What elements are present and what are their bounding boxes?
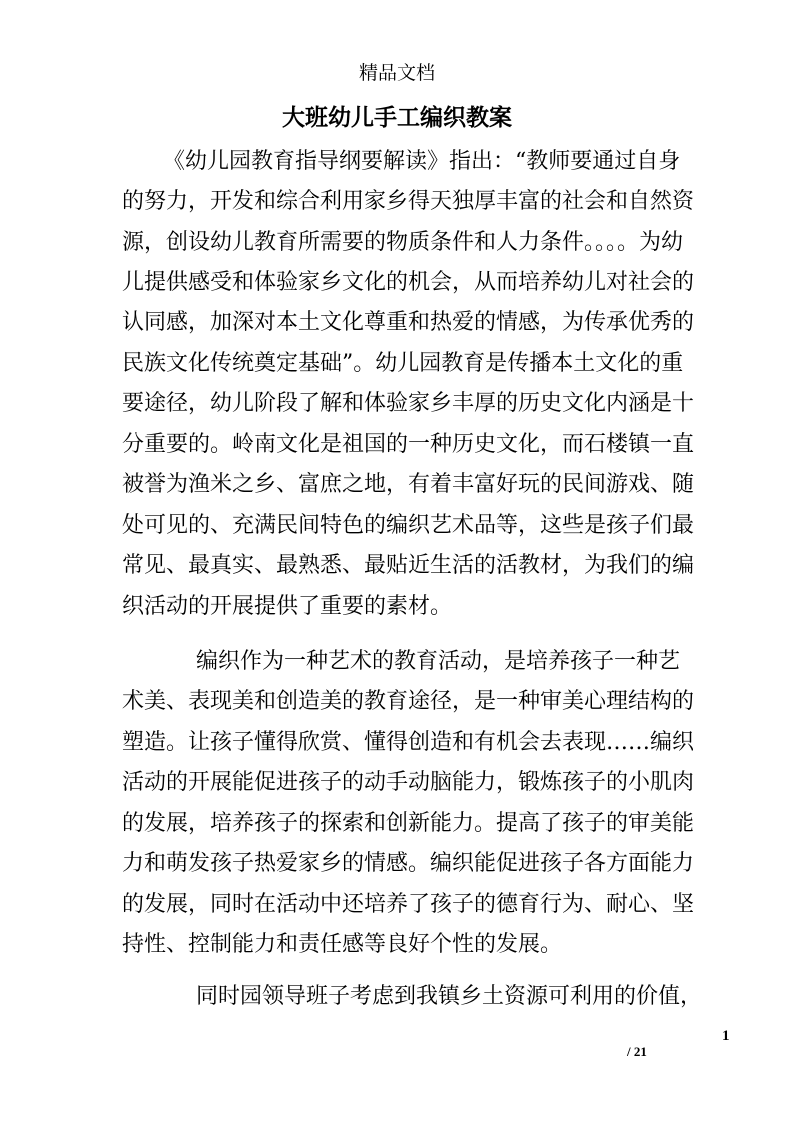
page-total: / 21: [627, 1044, 647, 1059]
document-title: 大班幼儿手工编织教案: [282, 104, 512, 131]
page-number: 1: [722, 1028, 730, 1044]
paragraph-1-line-12: 织活动的开展提供了重要的素材。: [122, 594, 453, 619]
paragraph-1-line-6: 民族文化传统奠定基础”。幼儿园教育是传播本土文化的重: [122, 351, 684, 376]
paragraph-2-line-5: 的发展，培养孩子的探索和创新能力。提高了孩子的审美能: [122, 811, 695, 836]
paragraph-1-line-11: 常见、最真实、最熟悉、最贴近生活的活教材，为我们的编: [122, 553, 695, 578]
paragraph-1-line-7: 要途径，幼儿阶段了解和体验家乡丰厚的历史文化内涵是十: [122, 391, 695, 416]
paragraph-2-line-2: 术美、表现美和创造美的教育途径，是一种审美心理结构的: [122, 689, 695, 714]
page-header: 精品文档: [358, 62, 435, 84]
paragraph-1-line-8: 分重要的。岭南文化是祖国的一种历史文化，而石楼镇一直: [122, 432, 695, 457]
paragraph-1-line-10: 处可见的、充满民间特色的编织艺术品等，这些是孩子们最: [122, 513, 695, 538]
paragraph-2-line-8: 持性、控制能力和责任感等良好个性的发展。: [122, 932, 563, 957]
paragraph-1-line-2: 的努力，开发和综合利用家乡得天独厚丰富的社会和自然资: [122, 189, 695, 214]
paragraph-2-line-1: 编织作为一种艺术的教育活动，是培养孩子一种艺: [196, 649, 681, 674]
paragraph-2-line-6: 力和萌发孩子热爱家乡的情感。编织能促进孩子各方面能力: [122, 851, 695, 876]
paragraph-2-line-4: 活动的开展能促进孩子的动手动脑能力，锻炼孩子的小肌肉: [122, 770, 695, 795]
paragraph-2-line-3: 塑造。让孩子懂得欣赏、懂得创造和有机会去表现……编织: [122, 730, 695, 755]
paragraph-1-line-1: 《幼儿园教育指导纲要解读》指出：“教师要通过自身: [163, 149, 681, 174]
paragraph-1-line-3: 源，创设幼儿教育所需要的物质条件和人力条件。。。。为幼: [122, 230, 684, 255]
paragraph-1-line-5: 认同感，加深对本土文化尊重和热爱的情感，为传承优秀的: [122, 310, 695, 335]
paragraph-3-line-1: 同时园领导班子考虑到我镇乡土资源可利用的价值，: [196, 984, 703, 1009]
paragraph-1-line-9: 被誉为渔米之乡、富庶之地，有着丰富好玩的民间游戏、随: [122, 472, 695, 497]
paragraph-2-line-7: 的发展，同时在活动中还培养了孩子的德育行为、耐心、坚: [122, 892, 695, 917]
paragraph-1-line-4: 儿提供感受和体验家乡文化的机会，从而培养幼儿对社会的: [122, 270, 695, 295]
